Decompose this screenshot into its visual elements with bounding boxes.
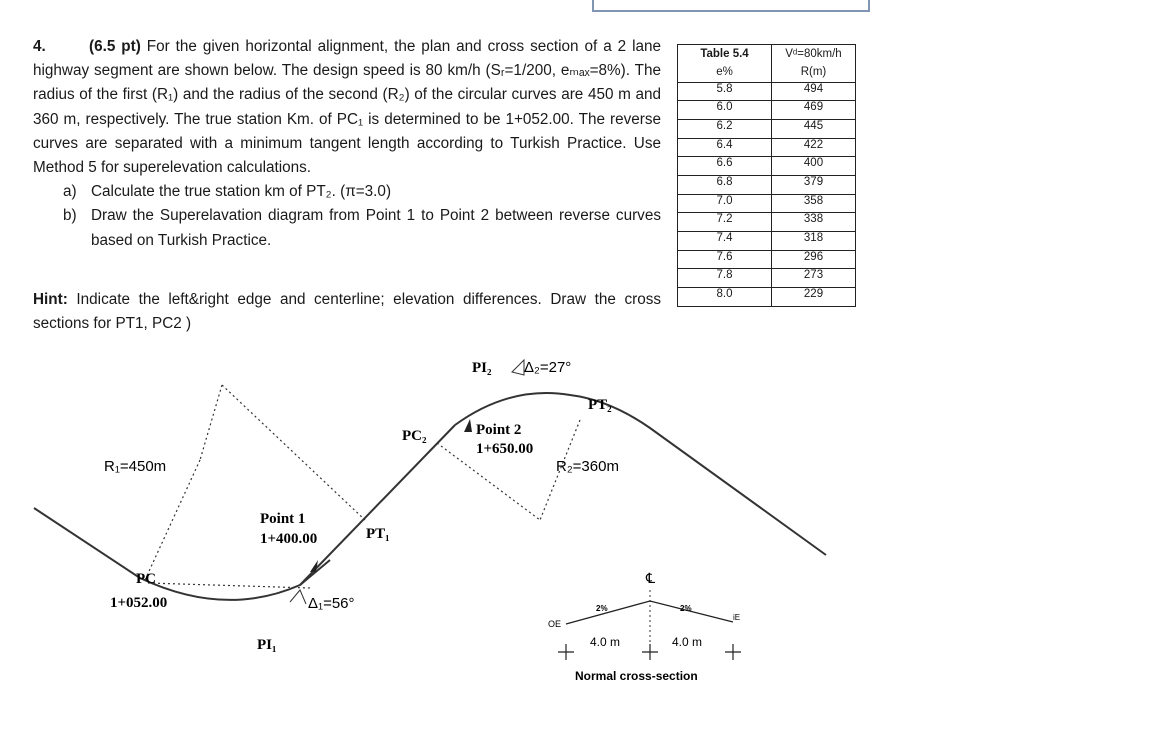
table-cell-r: 445 [772, 119, 856, 138]
top-frame-edge [592, 0, 870, 12]
table-row [678, 288, 856, 307]
subquestion-b-label: b) [63, 207, 77, 225]
point2-station: 1+650.00 [476, 441, 534, 457]
table-cell-r: 379 [772, 176, 856, 195]
table-row [678, 82, 856, 101]
table-cell-e: 7.4 [678, 232, 772, 251]
alignment-diagram [0, 340, 1152, 737]
table-cell-e: 6.8 [678, 176, 772, 195]
table-cell-r: 229 [772, 288, 856, 307]
subquestion-b [33, 204, 661, 252]
slope-left-label: 2% [596, 604, 608, 613]
table-title-cell [678, 45, 772, 83]
table-row [678, 101, 856, 120]
delta1-label: Δ₁=56° [308, 595, 355, 612]
table-cell-r: 273 [772, 269, 856, 288]
table-cell-r: 494 [772, 82, 856, 101]
table-cell-e: 6.2 [678, 119, 772, 138]
delta2-label: Δ₂=27° [524, 359, 572, 376]
subquestion-a-label: a) [63, 183, 77, 201]
left-edge-tick [558, 644, 574, 660]
table-cell-r: 296 [772, 250, 856, 269]
point2-marker [464, 419, 472, 432]
r1-label: R₁=450m [104, 458, 167, 475]
oe-label: OE [548, 619, 562, 629]
pc-label: PC [136, 571, 156, 587]
pi2-label: PI₂ [472, 360, 492, 376]
table-row [678, 194, 856, 213]
table-cell-e: 6.4 [678, 138, 772, 157]
ie-label: iE [733, 613, 741, 622]
table-cell-e: 6.6 [678, 157, 772, 176]
pi1-label: PI₁ [257, 637, 277, 653]
r2-label: R₂=360m [556, 458, 619, 475]
pt1-label: PT₁ [366, 526, 390, 542]
table-cell-r: 469 [772, 101, 856, 120]
delta2-angle-mark [512, 360, 524, 375]
width-right-label: 4.0 m [672, 635, 703, 649]
first-tangent-dashed [148, 583, 310, 588]
radius1-dashed-a [145, 460, 200, 580]
table-row [678, 157, 856, 176]
centerline-symbol: ℄ [646, 571, 655, 587]
table-cell-e: 8.0 [678, 288, 772, 307]
superelevation-table [677, 44, 856, 307]
table-col2-header-cell [772, 45, 856, 83]
hint-label: Hint: [33, 291, 68, 308]
point1-label: Point 1 [260, 511, 306, 527]
table-row [678, 250, 856, 269]
pt2-label: PT₂ [588, 397, 612, 413]
question-number: 4. [33, 38, 46, 55]
table-row [678, 232, 856, 251]
table-cell-e: 7.2 [678, 213, 772, 232]
subquestion-b-text: Draw the Superelavation diagram from Point 1 to Point 2 between reverse curves based on Turkish Practice. [91, 207, 661, 249]
question-text-rest: 2 lane highway segment are shown below. The design speed is 80 km/h (Sᵣ=1/200, eₘₐₓ=8%). The radius of the first (R₁) and the radius of the second (R₂) of the circular curves are 450 m and 360 m, respectively. The true station Km. of PC₁ is determined to be 1+052.00. The reverse curves are separated with a minimum tangent length according to Turkish Practice. Use Method 5 for superelevation calculations. [33, 38, 662, 177]
question-text-line1: For the given horizontal alignment, the plan and cross section of a [146, 38, 612, 55]
table-row [678, 176, 856, 195]
table-cell-e: 7.0 [678, 194, 772, 213]
table-title: Table 5.4 [700, 48, 749, 60]
hint [33, 288, 661, 336]
radius1-dashed-c [200, 385, 222, 460]
right-edge-tick [725, 644, 741, 660]
table-cell-e: 7.8 [678, 269, 772, 288]
question-points: (6.5 pt) [89, 38, 141, 55]
point1-station: 1+400.00 [260, 531, 318, 547]
table-col2-header-line1: Vᵈ=80km/h [785, 48, 842, 60]
table-col2-header-line2: R(m) [800, 66, 827, 79]
table-body [678, 82, 856, 306]
slope-right-label: 2% [680, 604, 692, 613]
table-cell-e: 7.6 [678, 250, 772, 269]
subquestion-a-text: Calculate the true station km of PT₂. (π=3.0) [91, 183, 392, 201]
table-row [678, 138, 856, 157]
second-curve-line [455, 393, 826, 555]
delta1-angle-mark [290, 590, 306, 604]
hint-text: Indicate the left&right edge and centerline; elevation differences. Draw the cross sections for PT1, PC2 ) [33, 291, 662, 333]
table-cell-r: 318 [772, 232, 856, 251]
table-row [678, 269, 856, 288]
table-cell-r: 422 [772, 138, 856, 157]
point2-label: Point 2 [476, 422, 522, 438]
table-col1-header: e% [716, 66, 733, 79]
tangent-line [300, 425, 455, 585]
table-cell-r: 400 [772, 157, 856, 176]
table-row [678, 213, 856, 232]
pc-station: 1+052.00 [110, 595, 168, 611]
center-tick [642, 644, 658, 660]
table-cell-e: 5.8 [678, 82, 772, 101]
table-row [678, 119, 856, 138]
width-left-label: 4.0 m [590, 635, 621, 649]
radius1-dashed-b [222, 385, 365, 520]
pc2-label: PC₂ [402, 428, 427, 444]
table-cell-r: 358 [772, 194, 856, 213]
problem-statement [33, 35, 661, 253]
table-cell-r: 338 [772, 213, 856, 232]
subquestion-a [33, 180, 661, 204]
cross-section-title: Normal cross-section [575, 669, 698, 683]
table-cell-e: 6.0 [678, 101, 772, 120]
problem-paragraph [33, 35, 661, 180]
